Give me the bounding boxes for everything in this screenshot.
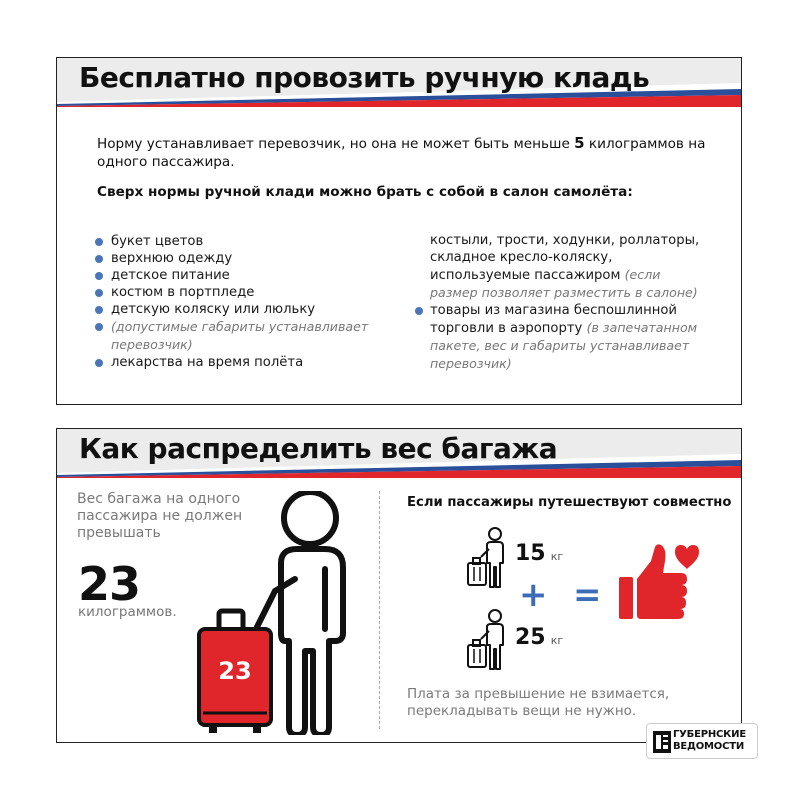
- panel-header: [57, 429, 741, 479]
- list-item-text: лекарства на время полёта: [111, 355, 304, 370]
- intro-number: 5: [574, 134, 585, 152]
- passenger-2-weight: [515, 625, 563, 650]
- bullet-icon: [95, 323, 103, 331]
- list-item: [95, 233, 385, 250]
- weight-limit-text: Вес багажа на одного пассажира не должен превышать: [77, 491, 243, 541]
- bullet-icon: [95, 238, 103, 246]
- logo-text: [673, 729, 746, 753]
- allowed-items-list: [95, 233, 385, 371]
- list-item: [95, 250, 385, 267]
- kg-unit: кг: [550, 550, 564, 563]
- baggage-weight-panel: [56, 428, 742, 743]
- bullet-icon: [95, 306, 103, 314]
- together-heading: Если пассажиры путешествуют совместно: [407, 495, 732, 510]
- list-item-text: детскую коляску или люльку: [111, 302, 316, 317]
- list-item: [95, 318, 385, 354]
- list-item: [95, 284, 385, 301]
- list-item: [430, 302, 710, 373]
- logo-line-2: ВЕДОМОСТИ: [673, 741, 745, 752]
- bullet-icon: [95, 359, 103, 367]
- newspaper-logo-icon: [653, 731, 671, 753]
- passenger-1-weight: [515, 541, 563, 566]
- list-item: [95, 354, 385, 371]
- bullet-icon: [95, 272, 103, 280]
- dashed-divider: [379, 491, 380, 729]
- bullet-icon: [95, 289, 103, 297]
- passenger-2-kg-value: 25: [515, 625, 546, 650]
- allowed-items-heading: Сверх нормы ручной клади можно брать с собой в салон самолёта:: [97, 184, 633, 200]
- logo-line-1: ГУБЕРНСКИЕ: [673, 729, 746, 740]
- hand-luggage-panel: [56, 57, 742, 405]
- list-item-text: костюм в портпледе: [111, 285, 255, 300]
- list-item: [95, 267, 385, 284]
- weight-limit-unit: килограммов.: [78, 604, 177, 620]
- section-title: Как распределить вес багажа: [79, 432, 558, 465]
- traveler-with-suitcase-icon: [197, 491, 367, 735]
- bullet-icon: [415, 307, 423, 315]
- thumbs-up-heart-icon: [615, 541, 705, 623]
- equals-sign: =: [573, 575, 602, 615]
- panel-header: [57, 58, 741, 108]
- list-item-text: верхнюю одежду: [111, 251, 233, 266]
- list-item-note: (если размер позволяет разместить в салоне): [430, 267, 698, 300]
- no-fee-note: Плата за превышение не взимается, перекладывать вещи не нужно.: [407, 686, 670, 719]
- list-item-text: костыли, трости, ходунки, роллаторы, складное кресло-коляску, используемые пассажиром: [430, 233, 700, 283]
- bullet-icon: [95, 255, 103, 263]
- publisher-logo: [646, 723, 758, 759]
- list-item-note: (в запечатанном пакете, вес и габариты устанавливает перевозчик): [430, 320, 698, 371]
- intro-before: Норму устанавливает перевозчик, но она не может быть меньше: [97, 136, 575, 152]
- weight-limit-value: 23: [78, 557, 141, 611]
- list-item-text: букет цветов: [111, 234, 204, 249]
- list-item-text: товары из магазина беспошлинной торговли в аэропорту: [430, 303, 678, 336]
- intro-after: килограммов на одного пассажира.: [97, 136, 706, 170]
- plus-sign: +: [519, 575, 548, 615]
- list-item-text: детское питание: [111, 268, 230, 283]
- passenger-1-kg-value: 15: [515, 541, 546, 566]
- kg-unit: кг: [550, 634, 564, 647]
- list-item-note: (допустимые габариты устанавливает перевозчик): [111, 319, 369, 352]
- list-item: [430, 232, 710, 302]
- small-traveler-icon: [465, 609, 509, 671]
- intro-text: [97, 134, 727, 171]
- small-traveler-icon: [465, 527, 509, 589]
- suitcase-label: 23: [218, 657, 252, 685]
- allowed-items-column-2: [430, 232, 710, 373]
- section-title: Бесплатно провозить ручную кладь: [79, 61, 650, 94]
- list-item: [95, 301, 385, 318]
